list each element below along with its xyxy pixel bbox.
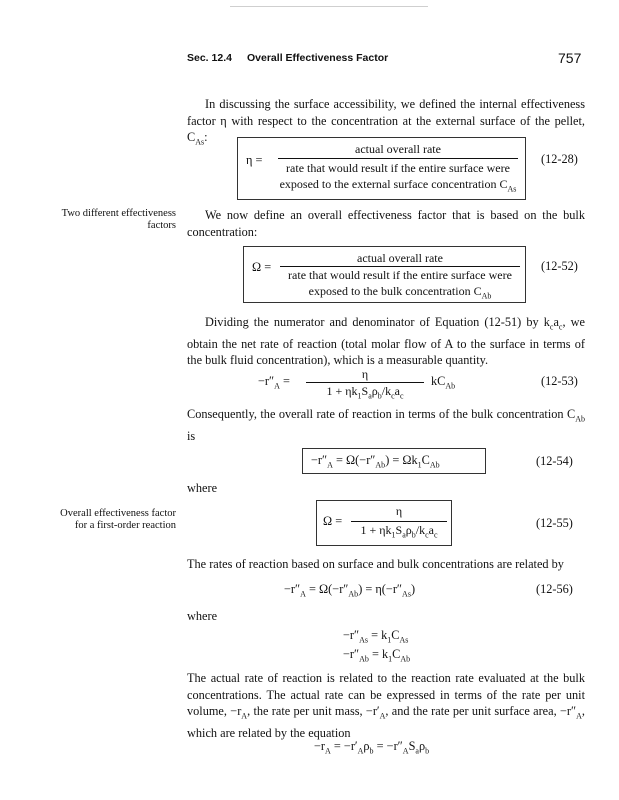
eq8-expression: $-r_A = -r'_A\rho_b = -r''_AS_a\rho_b$ (314, 739, 430, 756)
eq-number-12-55: (12-55) (536, 516, 573, 530)
paragraph-2: We now define an overall effectiveness factor that is based on the bulk concentration: (187, 208, 585, 239)
eq-number-12-56: (12-56) (536, 582, 573, 596)
eq2-fraction-bar (280, 266, 520, 267)
top-rule (230, 6, 428, 7)
eq-number-12-28: (12-28) (541, 152, 578, 166)
eq3-lhs: $-r''_A$ = (258, 374, 290, 391)
eq1-numerator: actual overall rate (355, 142, 441, 156)
equation-box-12-55 (316, 500, 452, 546)
where-label-2: where (187, 609, 218, 623)
equation-box-12-52 (243, 246, 526, 303)
eq4-expression: $-r''_A = \Omega(-r''_{Ab}) = \Omega k_1C_{Ab}$ (311, 453, 440, 470)
eq2-numerator: actual overall rate (357, 251, 443, 265)
eq-number-12-54: (12-54) (536, 454, 573, 468)
eq3-numerator: η (361, 367, 369, 381)
eq3-rhs: $kC_{Ab}$ (431, 374, 456, 391)
eq7-line2: $-r''_{Ab} = k_1C_{Ab}$ (343, 647, 411, 664)
eq3-denominator: $1 + \eta k_1S_a\rho_b/k_ca_c$ (326, 384, 404, 401)
where-label-1: where (187, 481, 218, 495)
margin-note-effectiveness-factors: Two different effectiveness factors (61, 208, 176, 231)
eq5-denominator: $1 + \eta k_1S_a\rho_b/k_ca_c$ (360, 523, 438, 540)
section-title: Overall Effectiveness Factor (247, 52, 389, 64)
eq1-denominator-line1: rate that would result if the entire surface were (286, 161, 510, 175)
eq1-lhs: η = (246, 153, 263, 167)
paragraph-4: Consequently, the overall rate of reaction in terms of the bulk concentration $C_{Ab}$ is (187, 407, 585, 443)
page-number: 757 (558, 50, 582, 66)
eq2-denominator-line2: exposed to the bulk concentration $C_{Ab}$ (308, 284, 492, 301)
eq-number-12-52: (12-52) (541, 259, 578, 273)
equation-box-12-54 (302, 448, 486, 474)
equation-box-12-28 (237, 137, 526, 200)
paragraph-1: In discussing the surface accessibility, we defined the internal effectiveness factor η with respect to the concentration at the external surface of the pellet, $C_{As}$: (187, 97, 585, 147)
eq5-lhs: Ω = (323, 514, 343, 528)
eq5-fraction-bar (351, 521, 447, 522)
paragraph-3: Dividing the numerator and denominator of Equation (12-51) by $k_ca_c$, we obtain the net rate of reaction (total molar flow of A to the surface in terms of the bulk fluid concentration), which is a measurable quantity. (187, 315, 585, 368)
section-label: Sec. 12.4 (187, 52, 232, 64)
eq6-expression: $-r''_A = \Omega(-r''_{Ab}) = \eta(-r''_{As})$ (284, 582, 416, 599)
eq3-fraction-bar (306, 382, 424, 383)
eq-number-12-53: (12-53) (541, 374, 578, 388)
eq2-denominator-line1: rate that would result if the entire surface were (288, 268, 512, 282)
eq7-line1: $-r''_{As} = k_1C_{As}$ (343, 628, 409, 645)
eq5-numerator: η (395, 504, 403, 518)
eq1-fraction-bar (278, 158, 518, 159)
paragraph-6: The actual rate of reaction is related to the reaction rate evaluated at the bulk concentrations. The actual rate can be expressed in terms of the rate per unit volume, $-r_A$, the rate per unit mass, $-r'_A$, and the rate per unit surface area, $-r''_A$, which are related by the equation (187, 671, 585, 740)
margin-note-first-order: Overall effectiveness factor for a first-order reaction (60, 508, 176, 531)
eq2-lhs: Ω = (252, 260, 272, 274)
eq1-denominator-line2: exposed to the external surface concentration $C_{As}$ (279, 177, 517, 194)
paragraph-5: The rates of reaction based on surface and bulk concentrations are related by (187, 557, 564, 571)
